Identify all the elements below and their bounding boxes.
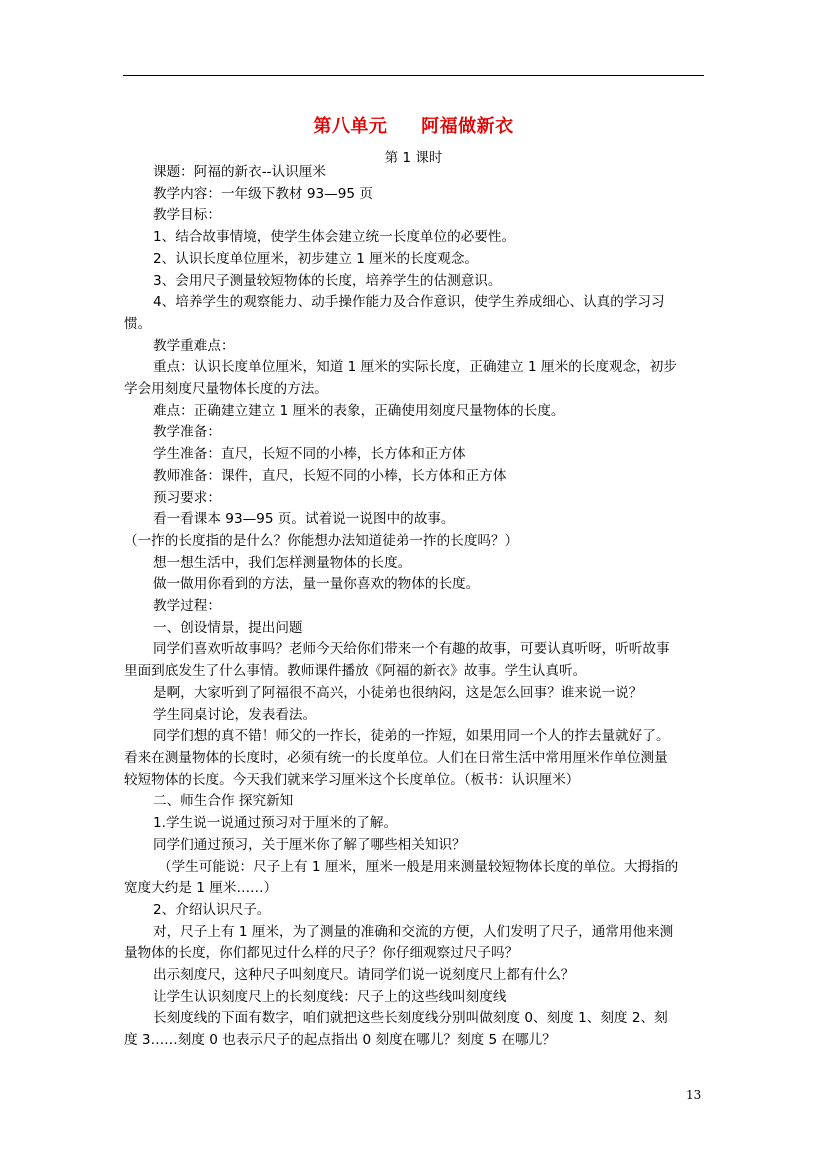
text-line: 教学准备：: [153, 424, 221, 441]
text-line: 让学生认识刻度尺上的长刻度线：尺子上的这些线叫刻度线: [153, 988, 507, 1005]
text-line: 学生同桌讨论，发表看法。: [153, 706, 317, 723]
text-line: 对，尺子上有 1 厘米，为了测量的准确和交流的方便，人们发明了尺子，通常用他来测: [153, 923, 674, 940]
text-line: 4、培养学生的观察能力、动手操作能力及合作意识，使学生养成细心、认真的学习习: [153, 294, 665, 311]
text-line: 量物体的长度，你们都见过什么样的尺子？你仔细观察过尺子吗？: [124, 945, 519, 962]
text-line: 教学内容：一年级下教材 93—95 页: [153, 185, 373, 202]
text-line: 是啊，大家听到了阿福很不高兴，小徒弟也很纳闷，这是怎么回事？谁来说一说？: [153, 684, 643, 701]
text-line: 课题：阿福的新衣--认识厘米: [153, 164, 326, 180]
text-line: 度 3……刻度 0 也表示尺子的起点指出 0 刻度在哪儿？刻度 5 在哪儿？: [124, 1032, 556, 1049]
text-line: 较短物体的长度。今天我们就来学习厘米这个长度单位。（板书：认识厘米）: [124, 771, 580, 788]
text-line: 学生准备：直尺，长短不同的小棒，长方体和正方体: [153, 446, 466, 463]
text-line: 同学们通过预习，关于厘米你了解了哪些相关知识？: [153, 836, 466, 853]
text-line: 里面到底发生了什么事情。教师课件播放《阿福的新衣》故事。学生认真听。: [124, 663, 587, 680]
text-line: 出示刻度尺，这种尺子叫刻度尺。请同学们说一说刻度尺上都有什么？: [153, 967, 575, 984]
text-line: 宽度大约是 1 厘米……）: [124, 880, 278, 897]
text-line: 长刻度线的下面有数字，咱们就把这些长刻度线分别叫做刻度 0、刻度 1、刻度 2、刻: [153, 1010, 668, 1027]
text-line: 想一想生活中，我们怎样测量物体的长度。: [153, 554, 412, 571]
text-line: 同学们喜欢听故事吗？老师今天给你们带来一个有趣的故事，可要认真听呀，听听故事: [153, 641, 670, 658]
text-line: 1.学生说一说通过预习对于厘米的了解。: [153, 815, 398, 832]
text-line: 二、师生合作 探究新知: [153, 793, 294, 810]
text-line: （学生可能说：尺子上有 1 厘米，厘米一般是用来测量较短物体长度的单位。大拇指的: [158, 858, 679, 875]
text-line: 教学重难点：: [153, 337, 235, 354]
document-body: [124, 162, 704, 1052]
text-line: 难点：正确建立建立 1 厘米的表象，正确使用刻度尺量物体的长度。: [153, 402, 565, 419]
text-line: 2、认识长度单位厘米，初步建立 1 厘米的长度观念。: [153, 250, 479, 267]
page-title: 第八单元 阿福做新衣: [313, 116, 514, 137]
text-line: 3、会用尺子测量较短物体的长度，培养学生的估测意识。: [153, 272, 502, 289]
header-rule: [123, 75, 704, 76]
text-line: 2、介绍认识尺子。: [153, 901, 271, 918]
text-line: 教师准备：课件，直尺，长短不同的小棒，长方体和正方体: [153, 467, 507, 484]
lesson-subtitle: 第 1 课时: [384, 150, 443, 166]
text-line: 同学们想的真不错！师父的一拃长，徒弟的一拃短，如果用同一个人的拃去量就好了。: [153, 728, 670, 745]
text-line: 惯。: [124, 315, 152, 332]
text-line: 学会用刻度尺量物体长度的方法。: [124, 381, 328, 398]
text-line: 重点：认识长度单位厘米，知道 1 厘米的实际长度，正确建立 1 厘米的长度观念，初步: [153, 359, 677, 376]
text-line: 1、结合故事情境，使学生体会建立统一长度单位的必要性。: [153, 229, 516, 246]
text-line: 教学目标：: [153, 207, 221, 224]
text-line: 看一看课本 93—95 页。试着说一说图中的故事。: [153, 511, 455, 528]
page-number: 13: [686, 1088, 702, 1102]
text-line: （一拃的长度指的是什么？你能想办法知道徒弟一拃的长度吗？）: [124, 532, 519, 549]
text-line: 预习要求：: [153, 489, 221, 506]
text-line: 看来在测量物体的长度时，必须有统一的长度单位。人们在日常生活中常用厘米作单位测量: [124, 749, 668, 766]
text-line: 教学过程：: [153, 598, 221, 615]
text-line: 做一做用你看到的方法，量一量你喜欢的物体的长度。: [153, 576, 480, 593]
text-line: 一、创设情景，提出问题: [153, 619, 303, 636]
